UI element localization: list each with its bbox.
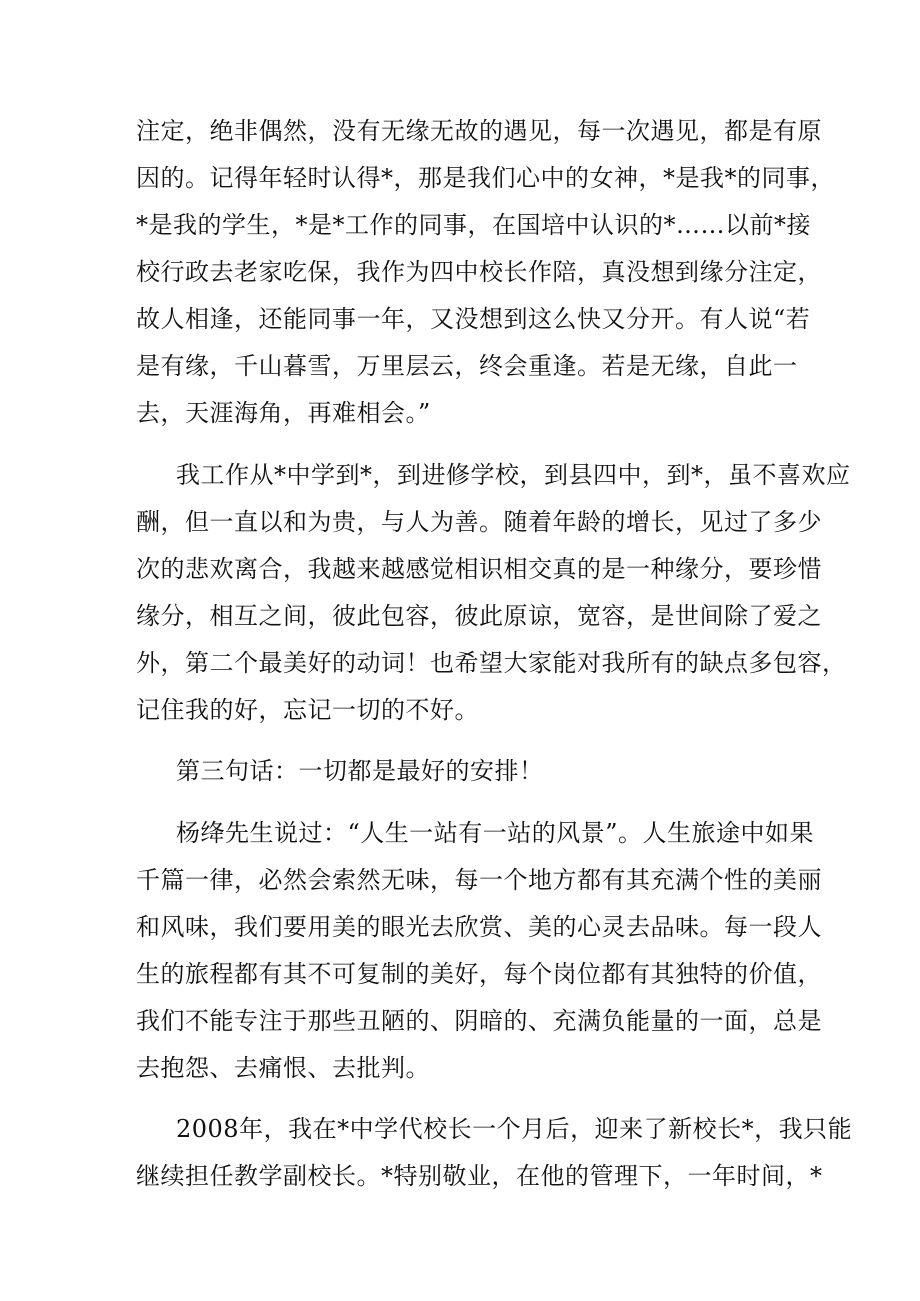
text-line: 千篇一律，必然会索然无味，每一个地方都有其充满个性的美丽	[136, 866, 822, 894]
text-line: 故人相逢，还能同事一年，又没想到这么快又分开。有人说“若	[136, 305, 811, 333]
text-line: 我们不能专注于那些丑陋的、阴暗的、充满负能量的一面，总是	[136, 1007, 822, 1035]
text-line: 因的。记得年轻时认得*，那是我们心中的女神，*是我*的同事，	[136, 164, 835, 192]
section-heading: 第三句话：一切都是最好的安排！	[176, 757, 544, 785]
text-line: 记住我的好，忘记一切的不好。	[136, 696, 479, 724]
text-line: 和风味，我们要用美的眼光去欣赏、美的心灵去品味。每一段人	[136, 913, 822, 941]
text-line: 继续担任教学副校长。*特别敬业，在他的管理下，一年时间，*	[136, 1162, 823, 1190]
text-line: 注定，绝非偶然，没有无缘无故的遇见，每一次遇见，都是有原	[136, 117, 822, 145]
text-line: 2008年，我在*中学代校长一个月后，迎来了新校长*，我只能	[176, 1115, 853, 1143]
text-line: 去抱怨、去痛恨、去批判。	[136, 1054, 430, 1082]
text-line: 是有缘，千山暮雪，万里层云，终会重逢。若是无缘，自此一	[136, 352, 798, 380]
text-line: 次的悲欢离合，我越来越感觉相识相交真的是一种缘分，要珍惜	[136, 555, 822, 583]
text-line: 外，第二个最美好的动词！也希望大家能对我所有的缺点多包容，	[136, 649, 847, 677]
text-line: 缘分，相互之间，彼此包容，彼此原谅，宽容，是世间除了爱之	[136, 602, 822, 630]
text-line: 生的旅程都有其不可复制的美好，每个岗位都有其独特的价值，	[136, 960, 822, 988]
text-line: 校行政去老家吃保，我作为四中校长作陪，真没想到缘分注定，	[136, 258, 822, 286]
text-line: 去，天涯海角，再难相会。”	[136, 399, 431, 427]
text-line: 我工作从*中学到*，到进修学校，到县四中，到*，虽不喜欢应	[176, 461, 851, 489]
text-line: *是我的学生，*是*工作的同事，在国培中认识的*……以前*接	[136, 211, 811, 239]
text-line: 酬，但一直以和为贵，与人为善。随着年龄的增长，见过了多少	[136, 508, 822, 536]
text-line: 杨绛先生说过：“人生一站有一站的风景”。人生旅途中如果	[176, 819, 815, 847]
